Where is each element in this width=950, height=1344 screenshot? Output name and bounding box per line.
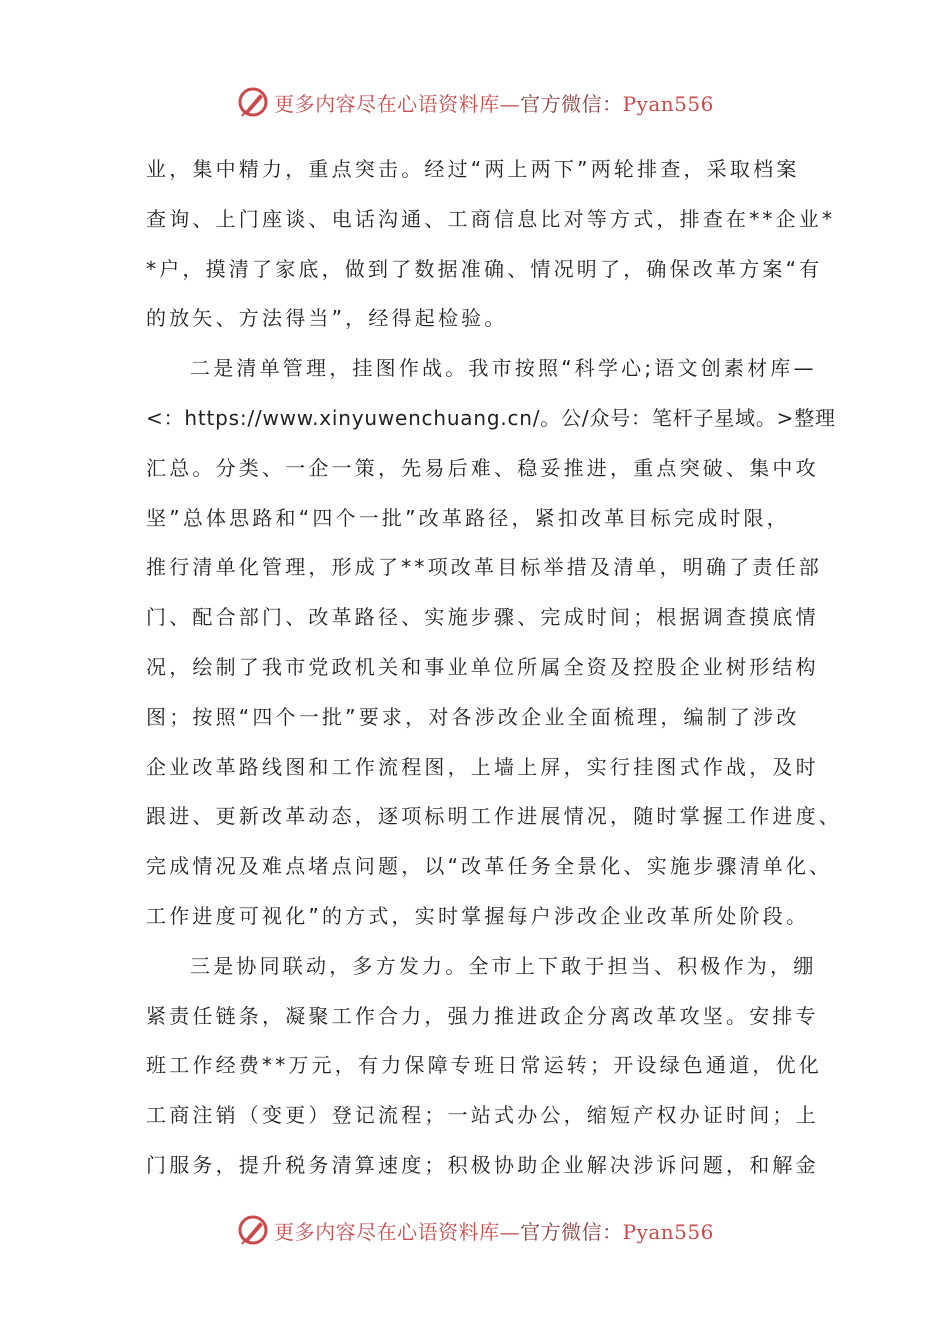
text-line: 查询、上门座谈、电话沟通、工商信息比对等方式，排查在**企业* (146, 206, 836, 231)
text-line: 的放矢、方法得当”，经得起检验。 (146, 306, 508, 331)
text-line: 门服务，提升税务清算速度；积极协助企业解决涉诉问题，和解金 (146, 1152, 819, 1177)
text-line: 况，绘制了我市党政机关和事业单位所属全资及控股企业树形结构 (146, 654, 819, 679)
quill-logo-icon (236, 85, 270, 119)
text-line: *户，摸清了家底，做到了数据准确、情况明了，确保改革方案“有 (146, 256, 823, 281)
text-line: 三是协同联动，多方发力。全市上下敢于担当、积极作为，绷 (190, 953, 817, 978)
text-line: 坚”总体思路和“四个一批”改革路径，紧扣改革目标完成时限， (146, 505, 790, 530)
quill-logo-icon (236, 1213, 270, 1247)
document-body (146, 145, 842, 1191)
banner-wechat-label: 官方微信： (520, 1219, 623, 1244)
header-banner (0, 82, 950, 122)
text-line: 班工作经费**万元，有力保障专班日常运转；开设绿色通道，优化 (146, 1053, 822, 1078)
text-line: 门、配合部门、改革路径、实施步骤、完成时间；根据调查摸底情 (146, 605, 819, 630)
text-line: 紧责任链条，凝聚工作合力，强力推进政企分离改革攻坚。安排专 (146, 1003, 819, 1028)
banner-text (274, 88, 714, 117)
text-line: 完成情况及难点堵点问题，以“改革任务全景化、实施步骤清单化、 (146, 854, 833, 879)
text-line: <：https://www.xinyuwenchuang.cn/。公/众号：笔杆子星域。>整理 (146, 405, 836, 430)
banner-dash: — (499, 1219, 521, 1244)
text-line: 工商注销（变更）登记流程；一站式办公，缩短产权办证时间；上 (146, 1103, 819, 1128)
banner-wechat-id: Pyan556 (622, 1219, 714, 1244)
banner-main-text: 更多内容尽在心语资料库 (274, 91, 500, 116)
text-line: 图；按照“四个一批”要求，对各涉改企业全面梳理，编制了涉改 (146, 704, 800, 729)
banner-dash: — (499, 91, 521, 116)
text-line: 企业改革路线图和工作流程图，上墙上屏，实行挂图式作战，及时 (146, 754, 819, 779)
banner-wechat-id: Pyan556 (622, 91, 714, 116)
banner-text (274, 1216, 714, 1245)
text-line: 业，集中精力，重点突击。经过“两上两下”两轮排查，采取档案 (146, 157, 800, 181)
text-line: 二是清单管理，挂图作战。我市按照“科学心;语文创素材库— (190, 356, 817, 381)
banner-main-text: 更多内容尽在心语资料库 (274, 1219, 500, 1244)
text-line: 推行清单化管理，形成了**项改革目标举措及清单，明确了责任部 (146, 555, 822, 580)
text-line: 汇总。分类、一企一策，先易后难、稳妥推进，重点突破、集中攻 (146, 455, 819, 480)
banner-wechat-label: 官方微信： (520, 91, 623, 116)
footer-banner (0, 1210, 950, 1250)
text-line: 跟进、更新改革动态，逐项标明工作进展情况，随时掌握工作进度、 (146, 804, 842, 829)
text-line: 工作进度可视化”的方式，实时掌握每户涉改企业改革所处阶段。 (146, 903, 810, 928)
